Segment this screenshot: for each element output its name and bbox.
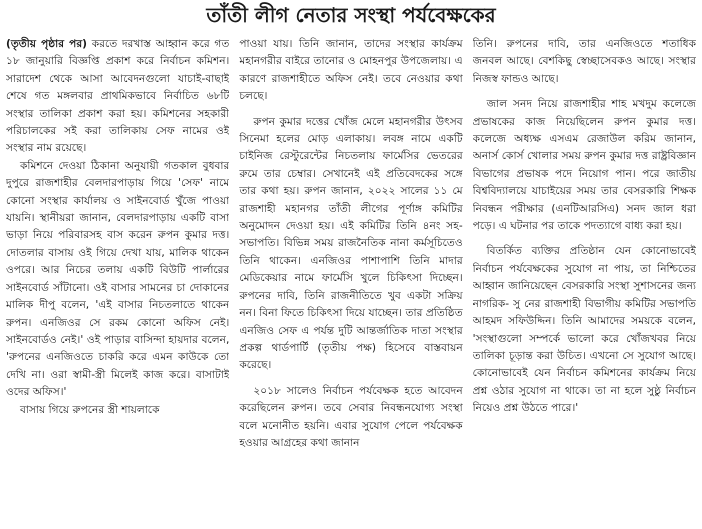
paragraph: বিতর্কিত ব্যক্তির প্রতিষ্ঠান যেন কোনোভাবেই নির্বাচন পর্যবেক্ষকের সুযোগ না পায়, তা নিশ্চিতের আহ্বান জানিয়েছেন বেসরকারি সংস্থা সুশাসনের জন্য নাগরিক- সু নের রাজশাহী বিভাগীয় কমিটির সভাপতি আহমদ সফিউদ্দিন। তিনি আমাদের সময়কে বলেন, 'সংস্থাগুলো সম্পর্কে ভালো করে খোঁজখবর নিয়ে তালিকা চূড়ান্ত করা উচিত। এখনো সে সুযোগ আছে। কোনোভাবেই যেন নির্বাচন কমিশনের কার্যক্রম নিয়ে প্রশ্ন ওঠার সুযোগ না থাকে। তা না হলে সুষ্ঠু নির্বাচন নিয়েও প্রশ্ন উঠতে পারে।' (472, 245, 696, 415)
paragraph: পাওয়া যায়। তিনি জানান, তাদের সংস্থার কার্যক্রম মহানগরীর বাইরে তানোর ও মোহনপুর উপজেলায়। এ কারণে রাজশাহীতে অফিস নেই। তবে নেওয়ার কথা চলছে। (239, 38, 463, 103)
paragraph: ২০১৮ সালেও নির্বাচন পর্যবেক্ষক হতে আবেদন করেছিলেন রুপন। তবে সেবার নিবন্ধনযোগ্য সংস্থা বলে মনোনীত হয়নি। এবার সুযোগ পেলে পর্যবেক্ষক হওয়ার আগ্রহের কথা জানান (239, 384, 463, 449)
column-2 (239, 36, 462, 524)
paragraph: কমিশনে দেওয়া ঠিকানা অনুযায়ী গতকাল বুধবার দুপুরে রাজশাহীর বেলদারপাড়ায় গিয়ে 'সেফ' নামে কোনো সংস্থার কার্যালয় ও সাইনবোর্ড খুঁজে পাওয়া যায়নি। স্থানীয়রা জানান, বেলদারপাড়ায় একটি বাসা ভাড়া নিয়ে পরিবারসহ বাস করেন রুপন কুমার দত্ত। দোতলার বাসায় ওই গিয়ে দেখা যায়, মালিক থাকেন ওপরে। আর নিচের তলায় একটি বিউটি পার্লারের সাইনবোর্ড সাঁটানো। ওই বাসার সামনের চা দোকানের মালিক দীপু বলেন, 'এই বাসার নিচতলাতে থাকেন রুপন। এনজিওর সে রকম কোনো অফিস নেই। সাইনবোর্ডও নেই।' ওই পাড়ার বাসিন্দা হায়দার বলেন, 'রুপনের এনজিওতে চাকরি করে এমন কাউকে তো দেখি না। ওরা স্বামী-স্ত্রী মিলেই কাজ করে। বাসাটাই ওদের অফিস।' (6, 159, 230, 399)
headline: তাঁতী লীগ নেতার সংস্থা পর্যবেক্ষকের (206, 3, 496, 27)
continuation-label: (তৃতীয় পৃষ্ঠার পর) (6, 38, 88, 50)
paragraph: বাসায় গিয়ে রুপনের স্ত্রী শায়লাকে (20, 403, 160, 416)
paragraph (6, 36, 229, 158)
paragraph: রুপন কুমার দত্তের খোঁজ মেলে মহানগরীর উৎসব সিনেমা হলের মোড় এলাকায়। লবঙ্গ নামে একটি চাইনিজ রেস্টুরেন্টের নিচতলায় ফার্মেসির ভেতরের রুমে তার চেম্বার। সেখানেই এই প্রতিবেদকের সঙ্গে তার কথা হয়। রুপন জানান, ২০২২ সালের ১১ মে রাজশাহী মহানগর তাঁতী লীগের পূর্ণাঙ্গ কমিটির অনুমোদন দেওয়া হয়। এই কমিটির তিনি ৪নং সহ-সভাপতি। বিভিন্ন সময় রাজনৈতিক নানা কর্মসূচিতেও তিনি থাকেন। এনজিওর পাশাপাশি তিনি মাদার মেডিকেয়ার নামে ফার্মেসি খুলে চিকিৎসা দিচ্ছেন। রুপনের দাবি, তিনি রাজনীতিতে খুব একটা সক্রিয় নন। বিনা ফিতে চিকিৎসা দিয়ে যাচ্ছেন। তার প্রতিষ্ঠিত এনজিও সেফ এ পর্যন্ত দুটি আন্তর্জাতিক দাতা সংস্থার প্রকল্প থার্ডপার্টি (তৃতীয় পক্ষ) হিসেবে বাস্তবায়ন করেছে। (239, 115, 463, 372)
article-body (6, 36, 696, 524)
paragraph: তিনি। রুপনের দাবি, তার এনজিওতে শতাধিক জনবল আছে। বেশকিছু স্বেচ্ছাসেবকও আছে। সংস্থার নিজস্ব ফান্ডও আছে। (472, 38, 696, 85)
column-1 (6, 36, 229, 524)
column-3 (473, 36, 696, 524)
paragraph-text: করতে দরখাস্ত আহ্বান করে গত ১৮ জানুয়ারি বিজ্ঞপ্তি প্রকাশ করে নির্বাচন কমিশন। সারাদেশ থেকে আসা আবেদনগুলো যাচাই-বাছাই শেষে গত মঙ্গলবার প্রাথমিকভাবে নির্বাচিত ৬৮টি সংস্থার তালিকা প্রকাশ করা হয়। কমিশনের সহকারী পরিচালকের সই করা তালিকায় সেফ নামের ওই সংস্থার নাম রয়েছে। (6, 38, 230, 155)
paragraph: জাল সনদ নিয়ে রাজশাহীর শাহ মখদুম কলেজে প্রভাষকের কাজ নিয়েছিলেন রুপন কুমার দত্ত। কলেজে অধ্যক্ষ এসএম রেজাউল করিম জানান, অনার্স কোর্স খোলার সময় রুপন কুমার দত্ত রাষ্ট্রবিজ্ঞান বিভাগের প্রভাষক পদে নিয়োগ পান। পরে জাতীয় বিশ্ববিদ্যালয়ে যাচাইয়ের সময় তার বেসরকারি শিক্ষক নিবন্ধন পরীক্ষার (এনটিআরসিএ) সনদ জাল ধরা পড়ে। এ ঘটনার পর তাকে পদত্যাগে বাধ্য করা হয়। (472, 98, 696, 233)
